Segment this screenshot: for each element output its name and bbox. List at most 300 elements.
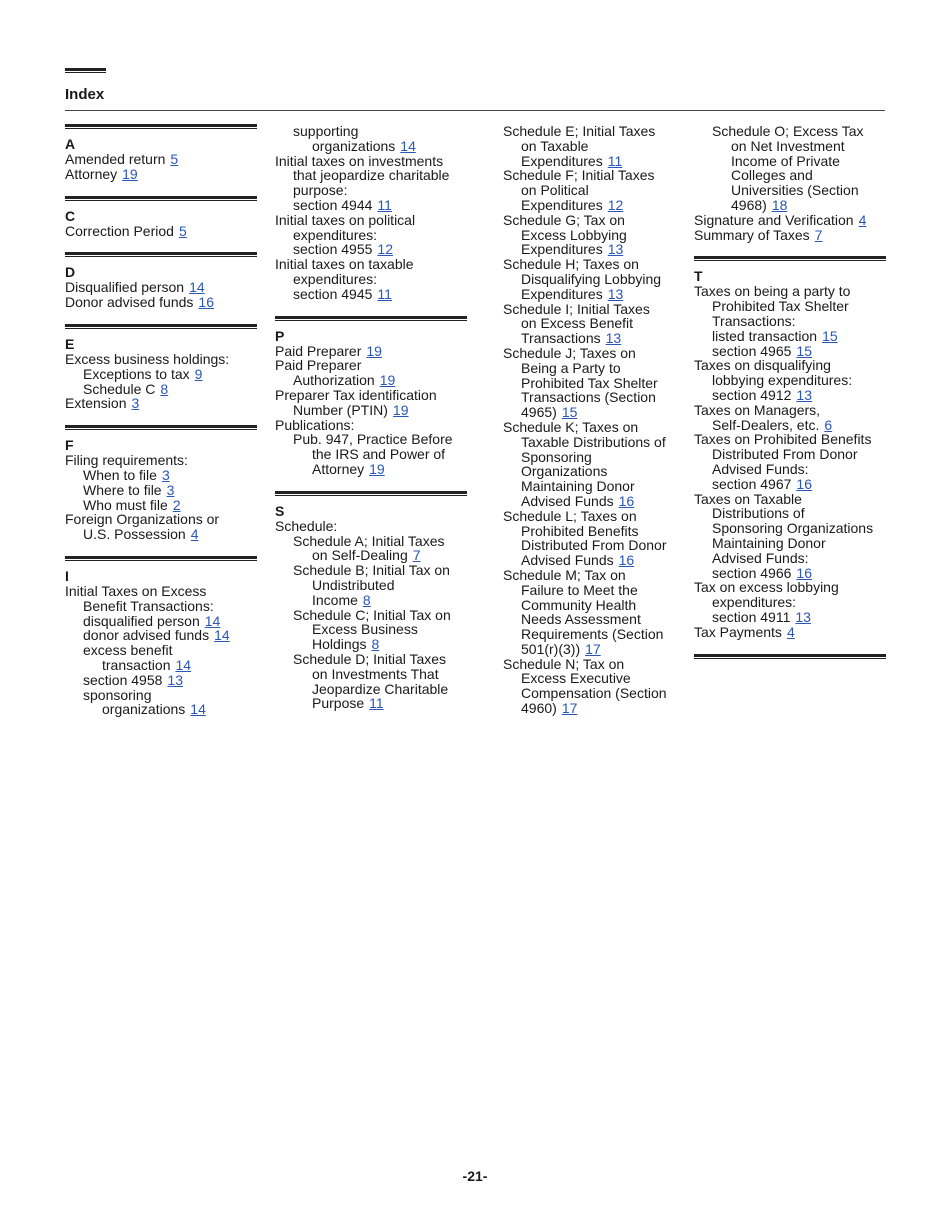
entry-text: Taxes on being a party to <box>694 283 851 300</box>
entry-text: Sponsoring Organizations <box>712 520 874 537</box>
index-entry <box>503 213 695 228</box>
index-entry <box>503 257 695 272</box>
entry-text: Organizations <box>521 463 608 480</box>
index-entry <box>694 388 886 403</box>
page-link[interactable]: 13 <box>607 241 624 258</box>
entry-text: 4960) <box>521 700 557 717</box>
page-link[interactable]: 4 <box>858 211 867 228</box>
entry-text: on Taxable <box>521 137 589 154</box>
index-entry <box>503 390 695 405</box>
index-entry <box>503 331 695 346</box>
index-entry <box>503 553 695 568</box>
entry-text: Schedule M; Tax on <box>503 566 626 583</box>
index-column-1 <box>65 124 257 717</box>
entry-text: 501(r)(3)) <box>521 640 581 657</box>
section-gap <box>694 640 886 654</box>
entry-text: Schedule D; Initial Taxes <box>293 650 447 667</box>
page-link[interactable]: 19 <box>369 460 385 477</box>
index-entry <box>503 568 695 583</box>
entry-text: that jeopardize charitable <box>293 167 450 184</box>
index-entry <box>65 512 257 527</box>
entry-text: section 4967 <box>712 475 792 492</box>
index-entry <box>275 652 467 667</box>
entry-text: Undistributed <box>312 576 395 593</box>
entry-text: Schedule I; Initial Taxes <box>503 300 650 317</box>
entry-text: Schedule H; Taxes on <box>503 256 639 273</box>
index-entry <box>275 358 467 373</box>
page-link[interactable]: 7 <box>814 226 823 243</box>
entry-text: Schedule C; Initial Tax on <box>293 606 451 623</box>
index-entry <box>503 420 695 435</box>
entry-text: Benefit Transactions: <box>83 597 214 614</box>
entry-text: Maintaining Donor <box>712 534 826 551</box>
index-entry <box>503 346 695 361</box>
entry-text: Advised Funds: <box>712 460 809 477</box>
entry-text: Taxes on Taxable <box>694 490 802 507</box>
index-entry <box>503 627 695 642</box>
entry-text: Taxable Distributions of <box>521 433 666 450</box>
entry-text: Expenditures <box>521 152 603 169</box>
entry-text: Sponsoring <box>521 448 592 465</box>
entry-text: Schedule C <box>83 380 156 397</box>
page-link[interactable]: 3 <box>161 466 170 483</box>
entry-text: Excess Lobbying <box>521 226 627 243</box>
page-link[interactable]: 15 <box>561 404 578 421</box>
entry-text: supporting <box>293 123 359 139</box>
entry-text: Purpose <box>312 695 365 712</box>
index-entry <box>503 701 695 716</box>
entry-text: organizations <box>102 701 186 718</box>
index-entry <box>275 213 467 228</box>
index-entry <box>275 696 467 711</box>
entry-text: lobbying expenditures: <box>712 372 853 389</box>
index-entry <box>503 242 695 257</box>
index-entry <box>275 667 467 682</box>
index-entry <box>503 671 695 686</box>
index-entry <box>65 584 257 599</box>
entry-text: Summary of Taxes <box>694 226 810 243</box>
entry-text: Schedule L; Taxes on <box>503 507 637 524</box>
entry-text: Schedule B; Initial Tax on <box>293 562 450 579</box>
index-entry <box>275 388 467 403</box>
page-link[interactable]: 14 <box>190 701 206 718</box>
section-divider <box>694 654 886 659</box>
page-link[interactable]: 11 <box>369 695 384 712</box>
entry-text: Advised Funds <box>521 492 614 509</box>
entry-text: Excess Business <box>312 621 418 638</box>
page-link[interactable]: 8 <box>160 380 169 397</box>
index-entry <box>65 468 257 483</box>
section-letter: S <box>275 502 285 519</box>
page-link[interactable]: 3 <box>166 481 175 498</box>
entry-text: When to file <box>83 466 157 483</box>
entry-text: Schedule K; Taxes on <box>503 418 639 435</box>
entry-text: Attorney <box>65 165 118 182</box>
section-divider <box>275 316 467 321</box>
section-divider <box>65 196 257 201</box>
section-letter: P <box>275 327 285 344</box>
index-entry <box>503 168 695 183</box>
index-entry <box>65 498 257 513</box>
page-link[interactable]: 14 <box>214 627 230 644</box>
entry-text: Signature and Verification <box>694 211 854 228</box>
index-entry <box>65 702 257 717</box>
index-entry <box>65 295 257 310</box>
entry-text: Initial taxes on political <box>275 211 416 228</box>
page-link[interactable]: 13 <box>605 330 622 347</box>
entry-text: Extension <box>65 395 127 412</box>
page-link[interactable]: 15 <box>796 342 812 359</box>
page-link[interactable]: 12 <box>377 241 393 258</box>
page-link[interactable]: 5 <box>170 151 179 167</box>
page-link[interactable]: 16 <box>198 294 214 311</box>
entry-text: expenditures: <box>293 226 378 243</box>
entry-text: Needs Assessment <box>521 611 641 628</box>
index-entry <box>275 168 467 183</box>
page-link[interactable]: 14 <box>189 279 205 296</box>
page-link[interactable]: 17 <box>561 700 578 717</box>
entry-text: Income <box>312 591 358 608</box>
page-link[interactable]: 19 <box>379 372 396 389</box>
index-entry <box>65 483 257 498</box>
index-entry <box>275 608 467 623</box>
entry-text: disqualified person <box>83 612 200 629</box>
index-entry <box>694 183 886 198</box>
index-entry <box>275 124 467 139</box>
index-entry <box>503 598 695 613</box>
entry-text: listed transaction <box>712 327 818 344</box>
page-link[interactable]: 15 <box>822 327 838 344</box>
page-link[interactable]: 9 <box>194 365 203 382</box>
entry-text: Taxes on disqualifying <box>694 357 831 374</box>
index-entry <box>503 124 695 139</box>
index-entry <box>503 450 695 465</box>
page-link[interactable]: 13 <box>796 386 812 403</box>
index-entry <box>65 527 257 542</box>
page-link[interactable]: 4 <box>190 526 199 543</box>
index-entry <box>503 435 695 450</box>
index-entry <box>275 548 467 563</box>
entry-text: U.S. Possession <box>83 526 186 543</box>
entry-text: Transactions (Section <box>521 389 656 406</box>
entry-text: Universities (Section <box>731 182 859 199</box>
index-entry <box>694 462 886 477</box>
entry-text: Advised Funds: <box>712 549 809 566</box>
index-entry <box>694 373 886 388</box>
index-entry <box>503 302 695 317</box>
index-entry <box>275 344 467 359</box>
page-link[interactable]: 11 <box>377 285 392 302</box>
index-entry <box>275 462 467 477</box>
entry-text: on Net Investment <box>731 137 845 154</box>
section-letter: C <box>65 207 76 224</box>
entry-text: Transactions: <box>712 312 796 329</box>
page-link[interactable]: 13 <box>167 671 183 688</box>
index-entry <box>275 418 467 433</box>
entry-text: Distributed From Donor <box>521 537 667 554</box>
page-link[interactable]: 2 <box>172 496 181 513</box>
entry-text: Paid Preparer <box>275 357 362 374</box>
entry-text: Authorization <box>293 372 375 389</box>
section-gap <box>65 542 257 556</box>
entry-text: 4965) <box>521 404 557 421</box>
page-link[interactable]: 7 <box>412 547 421 564</box>
section-divider <box>65 124 257 129</box>
index-entry <box>694 625 886 640</box>
entry-text: Prohibited Tax Shelter <box>712 298 849 315</box>
section-gap <box>65 411 257 425</box>
entry-text: Initial taxes on investments <box>275 152 444 169</box>
section-divider <box>65 556 257 561</box>
index-entry <box>503 524 695 539</box>
index-entry <box>65 614 257 629</box>
entry-text: Distributions of <box>712 505 805 522</box>
index-entry <box>275 637 467 652</box>
index-entry <box>275 622 467 637</box>
entry-text: Schedule E; Initial Taxes <box>503 123 656 139</box>
entry-text: Preparer Tax identification <box>275 386 437 403</box>
entry-text: section 4945 <box>293 285 373 302</box>
index-entry <box>503 183 695 198</box>
page-link[interactable]: 5 <box>178 222 187 239</box>
page-link[interactable]: 8 <box>362 591 371 608</box>
index-entry <box>65 643 257 658</box>
entry-text: Schedule O; Excess Tax <box>712 123 864 139</box>
entry-text: on Political <box>521 182 589 199</box>
index-entry <box>65 628 257 643</box>
index-entry <box>503 287 695 302</box>
section-letter: A <box>65 136 76 152</box>
page-number: -21- <box>462 1168 488 1184</box>
entry-text: expenditures: <box>712 594 797 611</box>
entry-text: Holdings <box>312 636 367 653</box>
index-entry <box>694 213 886 228</box>
section-divider <box>694 256 886 261</box>
section-gap <box>65 182 257 196</box>
page-link[interactable]: 17 <box>585 640 601 657</box>
entry-text: Exceptions to tax <box>83 365 190 382</box>
index-entry <box>275 534 467 549</box>
index-entry <box>65 167 257 182</box>
entry-text: Filing requirements: <box>65 452 188 469</box>
entry-text: Requirements (Section <box>521 626 664 643</box>
entry-text: on Excess Benefit <box>521 315 634 332</box>
index-entry <box>275 139 467 154</box>
section-gap <box>275 302 467 316</box>
index-entry <box>694 477 886 492</box>
entry-text: Income of Private <box>731 152 840 169</box>
index-entry <box>694 154 886 169</box>
entry-text: Expenditures <box>521 196 603 213</box>
entry-text: Foreign Organizations or <box>65 511 220 528</box>
index-entry <box>65 599 257 614</box>
index-entry <box>65 367 257 382</box>
entry-text: organizations <box>312 137 396 154</box>
page-link[interactable]: 12 <box>607 196 624 213</box>
page-link[interactable]: 14 <box>175 656 192 673</box>
index-entry <box>503 198 695 213</box>
entry-text: Where to file <box>83 481 162 498</box>
index-entry <box>503 228 695 243</box>
index-entry <box>275 183 467 198</box>
entry-text: Schedule G; Tax on <box>503 211 625 228</box>
section-gap <box>694 242 886 256</box>
index-entry <box>694 492 886 507</box>
index-entry <box>503 642 695 657</box>
entry-text: Failure to Meet the <box>521 581 638 598</box>
index-entry <box>503 479 695 494</box>
page-link[interactable]: 13 <box>795 608 811 625</box>
entry-text: the IRS and Power of <box>312 446 446 463</box>
index-entry <box>275 447 467 462</box>
index-entry <box>275 272 467 287</box>
index-entry <box>694 595 886 610</box>
entry-text: sponsoring <box>83 686 152 703</box>
entry-text: Tax on excess lobbying <box>694 579 839 596</box>
entry-text: Community Health <box>521 596 637 613</box>
page-link[interactable]: 11 <box>607 152 623 169</box>
page-link[interactable]: 8 <box>371 636 380 653</box>
index-entry <box>694 228 886 243</box>
entry-text: section 4911 <box>712 608 791 625</box>
index-entry <box>503 361 695 376</box>
index-entry <box>694 447 886 462</box>
index-entry <box>694 506 886 521</box>
entry-text: Pub. 947, Practice Before <box>293 431 453 448</box>
index-entry <box>503 509 695 524</box>
page-link[interactable]: 16 <box>618 552 635 569</box>
entry-text: Schedule: <box>275 517 338 534</box>
entry-text: transaction <box>102 656 171 673</box>
index-entry <box>65 688 257 703</box>
page-link[interactable]: 11 <box>377 196 392 213</box>
entry-text: Schedule J; Taxes on <box>503 344 636 361</box>
page-link[interactable]: 19 <box>392 401 409 418</box>
entry-text: Distributed From Donor <box>712 446 858 463</box>
page-link[interactable]: 16 <box>618 492 635 509</box>
page-link[interactable]: 13 <box>607 285 624 302</box>
entry-text: section 4955 <box>293 241 373 258</box>
index-entry <box>694 344 886 359</box>
entry-text: Prohibited Tax Shelter <box>521 374 658 391</box>
page-link[interactable]: 4 <box>786 623 795 640</box>
index-entry <box>503 272 695 287</box>
page-link[interactable]: 19 <box>366 342 382 359</box>
entry-text: Disqualifying Lobbying <box>521 270 662 287</box>
title-divider <box>65 110 885 111</box>
index-entry <box>503 154 695 169</box>
index-entry <box>694 610 886 625</box>
index-entry <box>65 396 257 411</box>
entry-text: section 4944 <box>293 196 373 213</box>
index-entry <box>275 403 467 418</box>
index-entry <box>694 403 886 418</box>
entry-text: expenditures: <box>293 270 378 287</box>
index-entry <box>65 673 257 688</box>
index-entry <box>275 287 467 302</box>
entry-text: Initial taxes on taxable <box>275 256 414 273</box>
entry-text: Expenditures <box>521 241 603 258</box>
entry-text: Paid Preparer <box>275 342 362 359</box>
page-link[interactable]: 16 <box>796 564 812 581</box>
page-link[interactable]: 19 <box>122 165 138 182</box>
entry-text: Donor advised funds <box>65 294 194 311</box>
index-entry <box>65 658 257 673</box>
index-entry <box>275 519 467 534</box>
index-entry <box>694 329 886 344</box>
index-entry <box>694 124 886 139</box>
page-link[interactable]: 3 <box>131 395 140 412</box>
entry-text: Expenditures <box>521 285 603 302</box>
section-gap <box>65 238 257 252</box>
index-entry <box>275 432 467 447</box>
entry-text: Excess Executive <box>521 670 631 687</box>
index-entry <box>503 376 695 391</box>
entry-text: Schedule N; Tax on <box>503 655 625 672</box>
page-link[interactable]: 18 <box>771 196 788 213</box>
section-letter: F <box>65 437 74 454</box>
index-entry <box>503 583 695 598</box>
index-entry <box>694 566 886 581</box>
index-entry <box>275 563 467 578</box>
entry-text: Correction Period <box>65 222 174 239</box>
entry-text: Attorney <box>312 460 365 477</box>
section-gap <box>275 477 467 491</box>
index-entry <box>503 139 695 154</box>
index-entry <box>65 453 257 468</box>
index-entry <box>65 224 257 239</box>
entry-text: Amended return <box>65 151 166 167</box>
index-entry <box>65 152 257 167</box>
entry-text: Initial Taxes on Excess <box>65 582 207 599</box>
page-link[interactable]: 6 <box>824 416 833 433</box>
index-column-2 <box>275 124 467 711</box>
entry-text: section 4912 <box>712 386 792 403</box>
index-entry <box>275 228 467 243</box>
index-entry <box>65 352 257 367</box>
index-entry <box>65 382 257 397</box>
index-entry <box>503 612 695 627</box>
page-link[interactable]: 14 <box>204 612 221 629</box>
entry-text: Schedule A; Initial Taxes <box>293 532 445 549</box>
entry-text: Who must file <box>83 496 168 513</box>
section-letter: E <box>65 335 75 352</box>
entry-text: Publications: <box>275 416 355 433</box>
entry-text: Self-Dealers, etc. <box>712 416 820 433</box>
index-entry <box>503 464 695 479</box>
page-link[interactable]: 16 <box>796 475 812 492</box>
page-link[interactable]: 14 <box>400 137 416 154</box>
entry-text: on Investments That <box>312 665 439 682</box>
index-entry <box>694 521 886 536</box>
entry-text: excess benefit <box>83 642 173 659</box>
index-entry <box>275 154 467 169</box>
index-entry <box>694 299 886 314</box>
index-entry <box>694 536 886 551</box>
index-entry <box>275 242 467 257</box>
entry-text: on Self-Dealing <box>312 547 408 564</box>
section-letter: D <box>65 264 76 281</box>
section-divider <box>275 491 467 496</box>
index-entry <box>65 280 257 295</box>
entry-text: donor advised funds <box>83 627 210 644</box>
entry-text: Number (PTIN) <box>293 401 388 418</box>
entry-text: Transactions <box>521 330 601 347</box>
index-entry <box>694 198 886 213</box>
index-entry <box>503 657 695 672</box>
index-column-3 <box>503 124 695 716</box>
index-entry <box>503 316 695 331</box>
